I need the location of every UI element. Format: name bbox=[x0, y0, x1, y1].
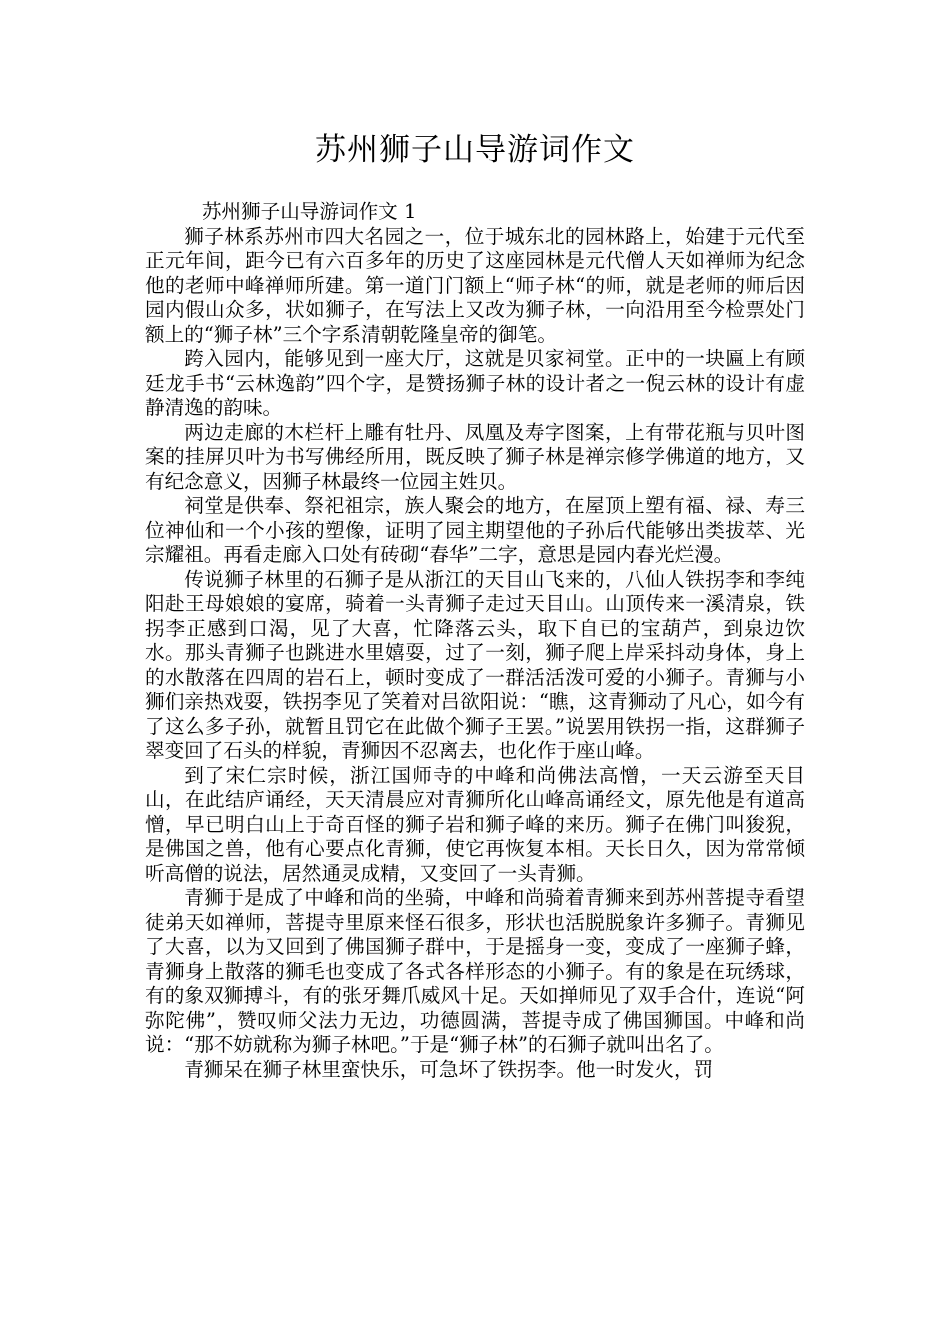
paragraph: 青狮呆在狮子林里蛮快乐，可急坏了铁拐李。他一时发火，罚 bbox=[184, 1057, 714, 1081]
paragraph: 祠堂是供奉、祭祀祖宗，族人聚会的地方，在屋顶上塑有福、禄、寿三位神仙和一个小孩的塑像，证明了园主期望他的子孙后代能够出类拔萃、光宗耀祖。再看走廊入口处有砖砌“春华”二字，意思是园内春光烂漫。 bbox=[145, 494, 805, 566]
paragraph: 到了宋仁宗时候，浙江国师寺的中峰和尚佛法高憎，一天云游至天目山，在此结庐诵经，天天清晨应对青狮所化山峰高诵经文，原先他是有道高憎，早已明白山上于奇百怪的狮子岩和狮子峰的来历。狮子在佛门叫狻猊，是佛国之兽，他有心要点化青狮，使它再恢复本相。天长日久，因为常常倾听高僧的说法，居然通灵成精，又变回了一头青狮。 bbox=[145, 763, 805, 885]
paragraph: 两边走廊的木栏杆上雕有牡丹、凤凰及寿字图案，上有带花瓶与贝叶图案的挂屏贝叶为书写佛经所用，既反映了狮子林是禅宗修学佛道的地方，又有纪念意义，因狮子林最终一位园主姓贝。 bbox=[145, 420, 805, 493]
paragraph: 青狮于是成了中峰和尚的坐骑，中峰和尚骑着青狮来到苏州菩提寺看望徒弟天如禅师，菩提寺里原来怪石很多，形状也活脱脱象许多狮子。青狮见了大喜，以为又回到了佛国狮子群中，于是摇身一变，变成了一座狮子蜂，青狮身上散落的狮毛也变成了各式各样形态的小狮子。有的象是在玩绣球，有的象双狮搏斗，有的张牙舞爪威风十足。天如掸师见了双手合什，连说“阿弥陀佛”，赞叹师父法力无边，功德圆满，菩提寺成了佛国狮国。中峰和尚说：“那不妨就称为狮子林吧。”于是“狮子林”的石狮子就叫出名了。 bbox=[145, 886, 805, 1056]
document-body bbox=[145, 200, 805, 1082]
paragraph: 狮子林系苏州市四大名园之一，位于城东北的园林路上，始建于元代至正元年间，距今已有六百多年的历史了这座园林是元代僧人天如禅师为纪念他的老师中峰禅师所建。第一道门门额上“师子林“的师，就是老师的师后因园内假山众多，状如狮子，在写法上又改为狮子林，一向沿用至今检票处门额上的“狮子林”三个字系清朝乾隆皇帝的御笔。 bbox=[145, 224, 805, 346]
paragraph: 跨入园内，能够见到一座大厅，这就是贝家祠堂。正中的一块匾上有顾廷龙手书“云林逸韵”四个字，是赞扬狮子林的设计者之一倪云林的设计有虚静清逸的韵味。 bbox=[145, 347, 805, 419]
page-title: 苏州狮子山导游词作文 bbox=[315, 132, 635, 168]
paragraph: 传说狮子林里的石狮子是从浙江的天目山飞来的，八仙人铁拐李和李纯阳赴王母娘娘的宴席，骑着一头青狮子走过天目山。山顶传来一溪清泉，铁拐李正感到口渴，见了大喜，忙降落云头，取下自已的宝葫芦，到泉边饮水。那头青狮子也跳进水里嬉耍，过了一刻，狮子爬上岸采抖动身体，身上的水散落在四周的岩石上，顿时变成了一群活活泼可爱的小狮子。青狮与小狮们亲热戏耍，铁拐李见了笑着对吕欲阳说：“瞧，这青狮动了凡心，如今有了这么多子孙，就暂且罚它在此做个狮子王罢。”说罢用铁拐一指，这群狮子翠变回了石头的样貌，青狮因不忍离去，也化作于座山峰。 bbox=[145, 567, 805, 762]
section-heading: 苏州狮子山导游词作文 1 bbox=[201, 200, 417, 223]
